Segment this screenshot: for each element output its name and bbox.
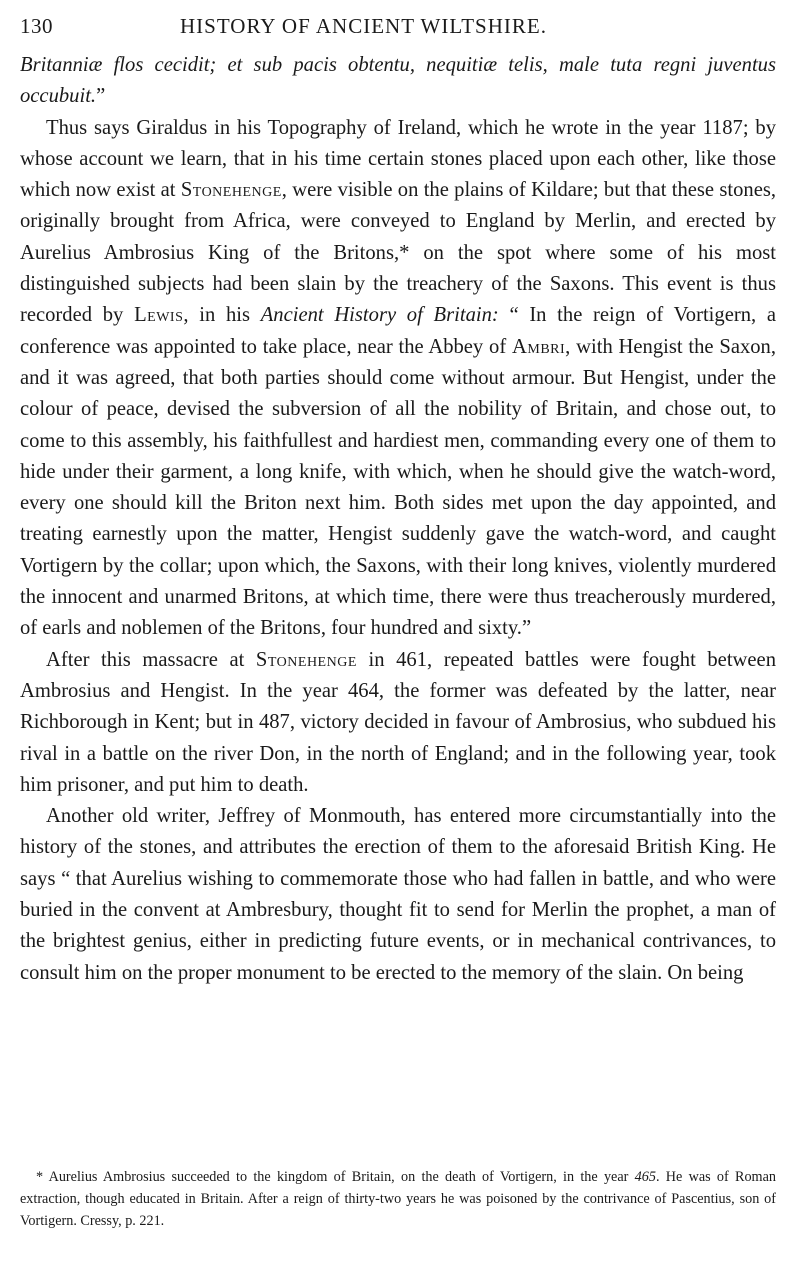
- paragraph-jeffrey: [20, 801, 776, 989]
- latin-quotation: Britanniæ flos cecidit; et sub pacis obtentu, nequitiæ telis, male tuta regni juventus occubuit.: [20, 54, 776, 108]
- text-run: Thus says Giraldus in his Topography of Ireland, which he wrote in the year 1187; by whose account we learn, that in his time certain stones placed upon each other, like those which now exist at: [20, 116, 776, 202]
- running-title: HISTORY OF ANCIENT WILTSHIRE.: [180, 14, 547, 38]
- text-run: in 461, repeated battles were fought between Ambrosius and Hengist. In the year 464, the former was defeated by the latter, near Richborough in Kent; but in 487, victory decided in favour of Ambrosius, who subdued his rival in a battle on the river Don, in the north of England; and in the following year, took him prisoner, and put him to death.: [20, 648, 776, 796]
- place-name-ambri: Ambri: [512, 335, 566, 358]
- text-run: , were visible on the plains of Kildare; but that these stones, originally brought from Africa, were conveyed to England by Merlin, and erected by Aurelius Ambrosius King of the Britons,* on the spot where some of his most distinguished subjects had been slain by the treachery of the Saxons. This event is thus recorded by: [20, 179, 777, 327]
- text-run: “ In the reign of Vortigern, a conference was appointed to take place, near the Abbey of: [20, 304, 776, 358]
- place-name-stonehenge: Stonehenge: [255, 648, 357, 671]
- book-title: Ancient History of Britain:: [260, 304, 499, 327]
- paragraph-continuation: Britanniæ flos cecidit; et sub pacis obtentu, nequitiæ telis, male tuta regni juventus occubuit.”: [20, 54, 776, 108]
- footnote: [20, 1166, 776, 1232]
- page: [20, 10, 776, 989]
- footnote-year: 465: [634, 1169, 656, 1185]
- running-head: [20, 10, 776, 44]
- footnote-text: [20, 1166, 776, 1232]
- paragraph-giraldus: [20, 113, 776, 645]
- body-text: [20, 50, 776, 989]
- text-run: , with Hengist the Saxon, and it was agreed, that both parties should come without armour. But Hengist, under the colour of peace, devised the subversion of all the nobility of Britain, and chose out, to come to this assembly, his faithfullest and hardiest men, commanding every one of them to hide under their garment, a long knife, with which, when he should give the watch-word, every one should kill the Briton next him. Both sides met upon the day appointed, and treating earnestly upon the matter, Hengist suddenly gave the watch-word, and caught Vortigern by the collar; upon which, the Saxons, with their long knives, violently murdered the innocent and unarmed Britons, at which time, there were thus treacherously murdered, of earls and noblemen of the Britons, four hundred and sixty.”: [20, 335, 776, 640]
- page-number: 130: [20, 14, 53, 38]
- text-run: * Aurelius Ambrosius succeeded to the kingdom of Britain, on the death of Vortigern, in the year: [36, 1169, 635, 1185]
- text-run: After this massacre at: [46, 648, 256, 671]
- place-name-stonehenge: Stonehenge: [180, 179, 282, 202]
- author-name-lewis: Lewis: [134, 304, 184, 327]
- text-run: , in his: [183, 304, 261, 327]
- text-run: Another old writer, Jeffrey of Monmouth, has entered more circumstantially into the history of the stones, and attributes the erection of them to the aforesaid British King. He says “ that Aurelius wishing to commemorate those who had fallen in battle, and who were buried in the convent at Ambresbury, thought fit to send for Merlin the prophet, a man of the brightest genius, either in predicting future events, or in mechanical contrivances, to consult him on the proper monument to be erected to the memory of the slain. On being: [20, 805, 776, 984]
- text-run: . He was of Roman extraction, though educated in Britain. After a reign of thirty-two years he was poisoned by the contrivance of Pascentius, son of Vortigern. Cressy, p. 221.: [20, 1169, 776, 1229]
- paragraph-massacre: [20, 645, 776, 801]
